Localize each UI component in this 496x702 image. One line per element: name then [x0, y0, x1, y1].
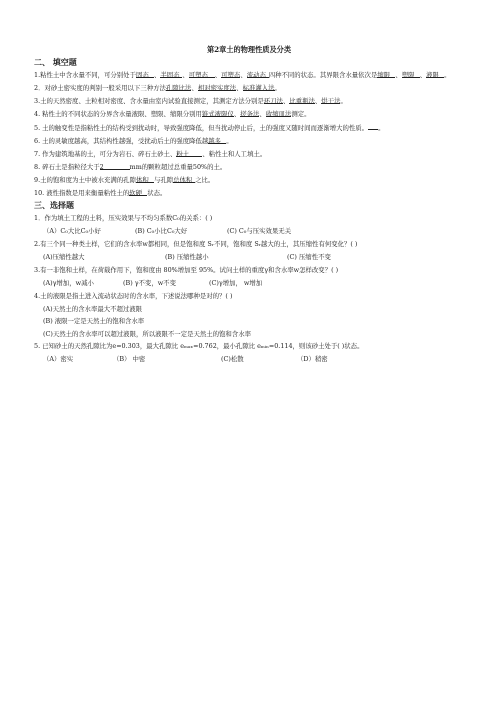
question-fill-1: 1.粘性土中含水量不同，可分别处于固态 、半固态 、可塑态 、可塑态、流动态 四种不同的状态。其界限含水量依次是缩限 、塑限 、液限 。: [34, 71, 451, 80]
page-title: 第2章土的物理性质及分类: [206, 45, 292, 54]
question-fill-9: 9.土的饱和度为土中被水充满的孔隙体积 与孔隙总体积 之比。: [34, 175, 215, 184]
option-c: (C)松散: [221, 354, 244, 363]
question-fill-5: 5. 土的触变性是指粘性土的结构受到扰动时，导致强度降低，但当扰动停止后，土的强度又随时间而逐渐增大的性质。 。: [34, 124, 385, 133]
option-c: (C) C₀与压实效果无关: [227, 227, 292, 236]
choice-3-options: [34, 278, 464, 288]
choice-4-option-a: (A)天然土的含水率最大不超过液限: [43, 304, 143, 313]
question-fill-6: 6. 土的灵敏度越高，其结构性越强，受扰动后土的强度降低越越多 。: [34, 136, 233, 145]
option-b: (B) 压缩性越小: [165, 253, 209, 262]
question-choice-3: 3.有一非饱和土样，在荷载作用下，饱和度由 80%增加至 95%。试问土样的重度γ和含水率w怎样改变？( ): [34, 266, 339, 275]
option-b: （B） 中密: [113, 354, 146, 363]
choice-1-options: [34, 226, 464, 236]
question-choice-5: 5. 已知砂土的天然孔隙比为e=0.303，最大孔隙比 eₘₐₓ=0.762，最小孔隙比 eₘᵢₙ=0.114，则该砂土处于( )状态。: [34, 342, 364, 351]
question-fill-7: 7. 作为建筑地基的土，可分为岩石、碎石土砂土、粉土 、粘性土和人工填土。: [34, 149, 267, 158]
question-choice-1: 1．作为填土工程的土料，压实效果与不均匀系数C₀的关系：( ): [34, 214, 213, 223]
question-choice-2: 2.有三个同一种类土样，它们的含水率w都相同，但是饱和度 Sᵣ不同，饱和度 Sᵣ越大的土，其压缩性有何变化？( ): [34, 240, 358, 249]
option-a: （A）密实: [43, 354, 74, 363]
section-heading-choice: 三、选择题: [34, 201, 74, 211]
option-a: (A)γ增加，w减小: [43, 279, 94, 287]
choice-5-options: [34, 354, 464, 364]
choice-2-options: [34, 252, 464, 262]
option-b: (B) C₀小比C₀大好: [135, 227, 188, 236]
section-heading-fill: 二、 填空题: [34, 58, 77, 68]
option-b: (B) γ不变，w不变: [123, 279, 176, 287]
question-fill-4: 4. 粘性土的不同状态的分界含水量液限、塑限、缩限分别用锥式液限仪、搓条法、收缩皿法测定。: [34, 110, 311, 119]
question-fill-10: 10. 液性指数是用来衡量粘性土的软硬 状态。: [34, 188, 167, 197]
choice-4-option-c: (C)天然土的含水率可以超过液限，所以液限不一定是天然土的饱和含水率: [43, 329, 251, 338]
option-a: (A)压缩性越大: [43, 253, 85, 262]
choice-4-option-b: (B) 液限一定是天然土的饱和含水率: [43, 317, 145, 326]
option-c: (C)γ增加， w增加: [209, 279, 263, 287]
option-c: (C) 压缩性不变: [287, 253, 331, 262]
question-fill-3: 3.土的天然密度、土粒相对密度、含水量由室内试验直接测定，其测定方法分别是环刀法、比重瓶法、烘干法。: [34, 97, 347, 106]
option-a: （A）C₀大比C₀小好: [43, 227, 101, 236]
question-choice-4: 4.土的液限是指土进入流动状态时的含水率，下述说法哪种是对的？( ): [34, 291, 233, 300]
option-d: （D）稍密: [297, 354, 328, 363]
question-fill-2: 2．对砂土密实度的判别一般采用以下三种方法孔隙比法、相对密实度法、标准灌入法。: [34, 84, 281, 93]
document-page: [34, 45, 464, 367]
question-fill-8: 8. 碎石土是指粒径大于2 mm的颗粒超过总重量50%的土。: [34, 162, 227, 171]
